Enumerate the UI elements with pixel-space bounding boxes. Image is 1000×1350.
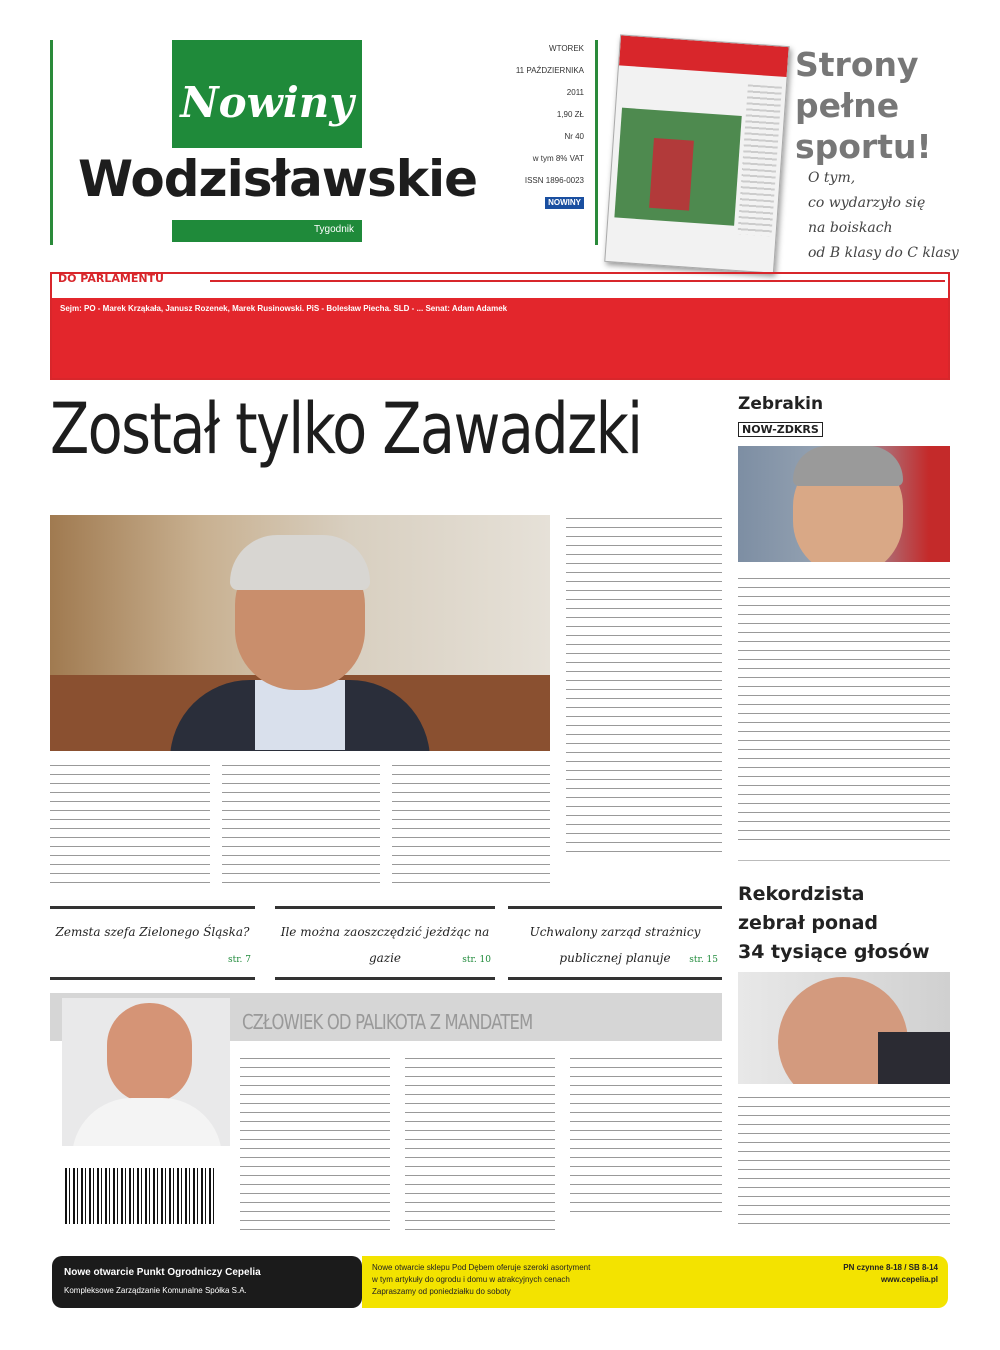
ad-yellow-banner[interactable]: Nowe otwarcie sklepu Pod Dębem oferuje szeroki asortyment w tym artykuły do ogrodu i domu w atrakcyjnych cenach Zapraszamy od poniedziałku do soboty PN czynne 8-18 / SB 8-14 www.cepelia.pl bbox=[362, 1256, 948, 1308]
parliament-rule bbox=[210, 280, 945, 282]
parliament-label: DO PARLAMENTU bbox=[58, 272, 164, 285]
issue-badge: NOWINY bbox=[545, 197, 584, 209]
issue-price: 1,90 ZŁ bbox=[556, 110, 584, 119]
issue-number: Nr 40 bbox=[564, 132, 584, 141]
promo-cover-image[interactable] bbox=[604, 34, 789, 273]
record-headline[interactable]: Rekordzista zebrał ponad 34 tysiące głosów bbox=[738, 883, 930, 963]
issue-vat: w tym 8% VAT bbox=[532, 154, 584, 163]
sidebar-divider bbox=[738, 860, 950, 861]
parliament-text: Sejm: PO - Marek Krząkała, Janusz Rozenek, Marek Rusinowski. PiS - Bolesław Piecha. SLD - ... Senat: Adam Adamek bbox=[52, 298, 948, 378]
barcode bbox=[65, 1168, 217, 1224]
lead-text-col-2 bbox=[222, 762, 380, 890]
masthead-tagline: Tygodnik bbox=[172, 220, 362, 242]
main-headline[interactable]: Został tylko Zawadzki bbox=[50, 388, 642, 470]
masthead-left-rule bbox=[50, 40, 53, 245]
lead-text-col-1 bbox=[50, 762, 210, 890]
teaser-1[interactable]: Zemsta szefa Zielonego Śląska? str. 7 bbox=[50, 906, 255, 980]
lead-photo[interactable] bbox=[50, 515, 550, 751]
lead-text-col-3 bbox=[392, 762, 550, 890]
issue-issn: ISSN 1896-0023 bbox=[524, 176, 584, 185]
sidebar-text bbox=[738, 575, 950, 845]
lead-text-col-4 bbox=[566, 515, 722, 860]
record-text bbox=[738, 1094, 950, 1224]
ad-black-banner[interactable]: Nowe otwarcie Punkt Ogrodniczy Cepelia Kompleksowe Zarządzanie Komunalne Spółka S.A. bbox=[52, 1256, 362, 1308]
masthead-script-title: Nowiny bbox=[180, 78, 354, 127]
teaser-2[interactable]: Ile można zaoszczędzić jeżdżąc na gazie str. 10 bbox=[275, 906, 495, 980]
sidebar-photo[interactable] bbox=[738, 446, 950, 562]
bottom-text-col-1 bbox=[240, 1055, 390, 1230]
promo-title: Strony pełne sportu! bbox=[795, 45, 932, 166]
bottom-text-col-3 bbox=[570, 1055, 722, 1220]
masthead-main-title: Wodzisławskie bbox=[78, 150, 478, 208]
teaser-3[interactable]: Uchwalony zarząd strażnicy publicznej planuje str. 15 bbox=[508, 906, 722, 980]
sidebar-tag: NOW-ZDKRS bbox=[738, 422, 823, 437]
issue-date: 11 PAŹDZIERNIKA 2011 bbox=[515, 66, 584, 97]
promo-subtitle: O tym, co wydarzyło się na boiskach od B klasy do C klasy bbox=[808, 170, 959, 261]
sidebar-title[interactable]: Zebrakin NOW-ZDKRS bbox=[738, 394, 824, 436]
issue-info bbox=[512, 38, 584, 214]
bottom-story-photo[interactable] bbox=[62, 998, 230, 1146]
masthead-right-rule bbox=[595, 40, 598, 245]
record-photo[interactable] bbox=[738, 972, 950, 1084]
issue-day: WTOREK bbox=[549, 44, 584, 53]
bottom-text-col-2 bbox=[405, 1055, 555, 1230]
bottom-story-headline[interactable]: CZŁOWIEK OD PALIKOTA Z MANDATEM bbox=[242, 1010, 533, 1034]
